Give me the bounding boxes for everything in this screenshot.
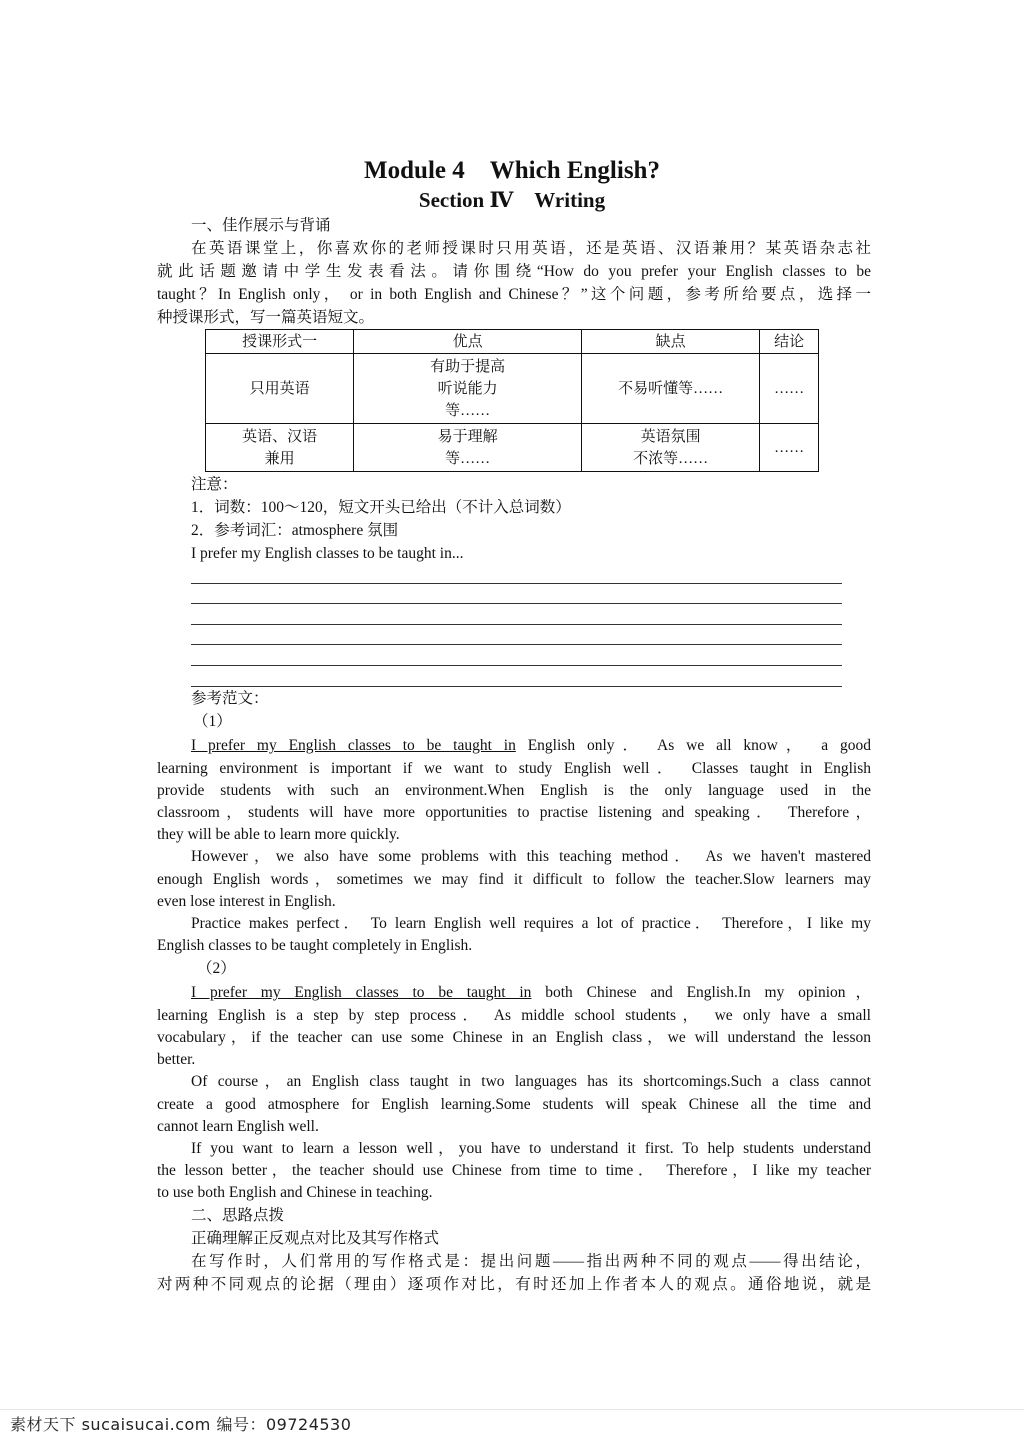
- section1-heading: 一、佳作展示与背诵: [191, 217, 331, 234]
- text-run: English only． As we all know， a good: [515, 737, 871, 754]
- table-cell: ……: [760, 354, 819, 424]
- sample-1-number: （1）: [193, 713, 232, 730]
- prompt-line-1: 在英语课堂上，你喜欢你的老师授课时只用英语，还是英语、汉语兼用？某英语杂志社: [191, 240, 871, 257]
- essay-start: I prefer my English classes to be taught in...: [191, 545, 464, 562]
- table-header-cell: 缺点: [582, 330, 760, 354]
- section2-text-line-1: 在写作时，人们常用的写作格式是：提出问题——指出两种不同的观点——得出结论，: [191, 1253, 871, 1270]
- note-2: 2．参考词汇：atmosphere 氛围: [191, 522, 399, 539]
- sample-2-p1-line-4: better.: [157, 1051, 196, 1068]
- sample-2-p1-line-3: vocabulary，if the teacher can use some Chinese in an English class，we will understand the lesson: [157, 1029, 871, 1046]
- answer-line: [191, 624, 842, 625]
- table-cell: 英语、汉语 兼用: [206, 424, 354, 472]
- sample-1-p3-line-1: Practice makes perfect． To learn English well requires a lot of practice． Therefore，I like my: [191, 915, 871, 932]
- sample-2-p3-line-2: the lesson better，the teacher should use Chinese from time to time． Therefore，I like my teacher: [157, 1162, 871, 1179]
- section-title: Section Ⅳ Writing: [418, 188, 606, 212]
- table-cell: 英语氛围 不浓等……: [582, 424, 760, 472]
- prompt-line-3: taught？In English only， or in both English and Chinese？”这个问题，参考所给要点，选择一: [157, 286, 871, 303]
- sample-1-p1-line-1: [191, 735, 871, 757]
- sample-1-p3-line-2: English classes to be taught completely in English.: [157, 937, 473, 954]
- sample-label: 参考范文：: [191, 690, 269, 707]
- table-cell: ……: [760, 424, 819, 472]
- section2-heading: 二、思路点拨: [191, 1207, 285, 1224]
- prompt-line-2: 就此话题邀请中学生发表看法。请你围绕“How do you prefer your English classes to be: [157, 263, 871, 280]
- table-cell: 不易听懂等……: [582, 354, 760, 424]
- answer-line: [191, 603, 842, 604]
- sample-1-p1-line-2: learning environment is important if we want to study English well． Classes taught in English: [157, 760, 871, 777]
- sample-1-p2-line-3: even lose interest in English.: [157, 893, 336, 910]
- underlined-lead: I prefer my English classes to be taught in: [191, 984, 532, 1001]
- answer-line: [191, 686, 842, 687]
- sample-1-p2-line-2: enough English words，sometimes we may find it difficult to follow the teacher.Slow learners may: [157, 871, 871, 888]
- answer-line: [191, 665, 842, 666]
- table-header-cell: 授课形式一: [206, 330, 354, 354]
- table-header-row: [206, 330, 819, 354]
- sample-2-p2-line-2: create a good atmosphere for English learning.Some students will speak Chinese all the time and: [157, 1096, 871, 1113]
- sample-2-p2-line-3: cannot learn English well.: [157, 1118, 319, 1135]
- sample-1-p1-line-3: provide students with such an environment.When English is the only language used in the: [157, 782, 871, 799]
- note-1: 1．词数：100～120，短文开头已给出（不计入总词数）: [191, 499, 571, 516]
- text-run: both Chinese and English.In my opinion，: [531, 984, 871, 1001]
- prompt-line-4: 种授课形式，写一篇英语短文。: [157, 309, 375, 326]
- table-cell: 只用英语: [206, 354, 354, 424]
- underlined-lead: I prefer my English classes to be taught in: [191, 737, 516, 754]
- sample-1-p1-line-4: classroom，students will have more opportunities to practise listening and speaking． Therefore，: [157, 804, 871, 821]
- sample-1-p1-line-5: they will be able to learn more quickly.: [157, 826, 400, 843]
- table-header-cell: 优点: [354, 330, 582, 354]
- watermark-text: 素材天下 sucaisucai.com 编号：09724530: [10, 1415, 352, 1434]
- sample-2-p3-line-1: If you want to learn a lesson well，you have to understand it first. To help students understand: [191, 1140, 871, 1157]
- table-row: [206, 354, 819, 424]
- table-cell: 有助于提高 听说能力 等……: [354, 354, 582, 424]
- sample-2-p3-line-3: to use both English and Chinese in teaching.: [157, 1184, 433, 1201]
- section2-text-line-2: 对两种不同观点的论据（理由）逐项作对比，有时还加上作者本人的观点。通俗地说，就是: [157, 1276, 871, 1293]
- answer-line: [191, 583, 842, 584]
- sample-1-p2-line-1: However，we also have some problems with this teaching method． As we haven't mastered: [191, 848, 871, 865]
- answer-line: [191, 644, 842, 645]
- module-title: Module 4 Which English?: [364, 157, 660, 184]
- sample-2-p2-line-1: Of course，an English class taught in two languages has its shortcomings.Such a class cannot: [191, 1073, 871, 1090]
- notes-label: 注意：: [191, 476, 238, 493]
- table-header-cell: 结论: [760, 330, 819, 354]
- table-row: [206, 424, 819, 472]
- section2-subheading: 正确理解正反观点对比及其写作格式: [191, 1230, 440, 1247]
- sample-2-p1-line-2: learning English is a step by step process． As middle school students， we only have a small: [157, 1007, 871, 1024]
- sample-2-p1-line-1: [191, 982, 871, 1004]
- outline-table: [205, 329, 819, 472]
- table-cell: 易于理解 等……: [354, 424, 582, 472]
- sample-2-number: （2）: [197, 960, 236, 977]
